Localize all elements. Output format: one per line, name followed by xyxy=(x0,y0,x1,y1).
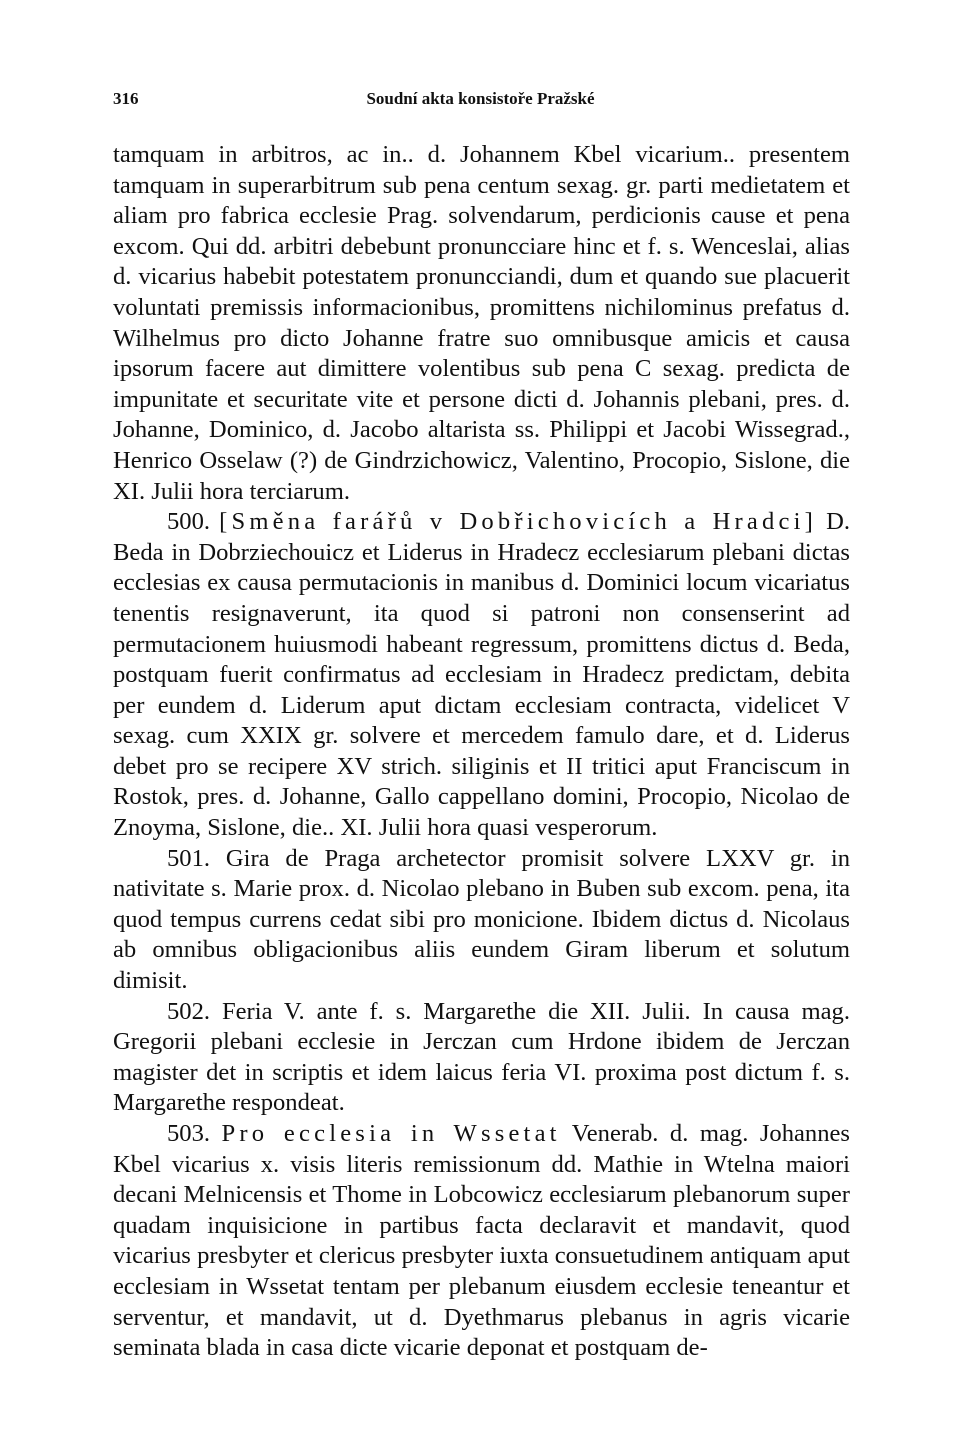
entry-heading: Pro ecclesia in Wssetat xyxy=(221,1120,561,1147)
document-body xyxy=(113,140,850,1364)
entry-500 xyxy=(113,507,850,844)
entry-heading: [Směna farářů v Dobřichovicích a Hradci] xyxy=(219,508,817,536)
page-number: 316 xyxy=(113,89,139,108)
page-header xyxy=(113,89,848,113)
entry-number: 501. xyxy=(167,844,211,872)
running-title: Soudní akta konsistoře Pražské xyxy=(366,89,595,108)
entry-number: 500. xyxy=(167,508,211,536)
entry-502 xyxy=(113,997,850,1119)
continuation-paragraph: tamquam in arbitros, ac in.. d. Johannem Kbel vicarium.. presentem tamquam in superarbitrum sub pena centum sexag. gr. parti medietatem et aliam pro fabrica ecclesie Prag. solvendarum, perdicionis cause et pena excom. Qui dd. arbitri debebunt pronuncciare hinc et f. s. Wenceslai, alias d. vicarius habebit potestatem pronuncciandi, dum et quando sue placuerit voluntati premissis informacionibus, promittens nichilominus prefatus d. Wilhelmus pro dicto Johanne fratre suo omnibusque amicis et causa ipsorum facere aut dimittere volentibus sub pena C sexag. predicta de impunitate et securitate vite et persone dicti d. Johannis plebani, pres. d. Johanne, Dominico, d. Jacobo altarista ss. Philippi et Jacobi Wissegrad., Henrico Osselaw (?) de Gindrzichowicz, Valentino, Procopio, Sislone, die XI. Julii hora terciarum. xyxy=(113,141,850,505)
entry-text: Venerab. d. mag. Johannes Kbel vicarius x. visis literis remissionum dd. Mathie in Wtelna maiori decani Melnicensis et Thome in Lobcowicz ecclesiarum plebanorum super quadam inquisicione in partibus facta declaravit et mandavit, quod vicarius presbyter et clericus presbyter iuxta consuetudinem antiquam aput ecclesiam in Wssetat tentam per plebanum eiusdem ecclesie teneantur et serventur, et mandavit, ut d. Dyethmarus plebanus in agris vicarie seminata blada in casa dicte vicarie deponat et postquam de- xyxy=(113,1120,850,1362)
entry-text: D. Beda in Dobrziechouicz et Liderus in Hradecz ecclesiarum plebani dictas ecclesias ex causa permutacionis in manibus d. Dominici locum vicariatus tenentis resignaverunt, ita quod si patroni non consenserint ad permutacionem huiusmodi habeant regressum, promittens dictus d. Beda, postquam fuerit confirmatus ad ecclesiam in Hradecz predictam, debita per eundem d. Liderum aput dictam ecclesiam contracta, videlicet V sexag. cum XXIX gr. solvere et mercedem famulo dare, et d. Liderus debet pro se recipere XV strich. siliginis et II tritici aput Franciscum in Rostok, pres. d. Johanne, Gallo cappellano domini, Procopio, Nicolao de Znoyma, Sislone, die.. XI. Julii hora quasi vesperorum. xyxy=(113,508,850,842)
entry-number: 503. xyxy=(167,1120,211,1147)
entry-text: Gira de Praga archetector promisit solvere LXXV gr. in nativitate s. Marie prox. d. Nicolao plebano in Buben sub excom. pena, ita quod tempus currens cedat sibi pro monicione. Ibidem dictus d. Nicolaus ab omnibus obligacionibus aliis eundem Giram liberum et solutum dimisit. xyxy=(113,844,850,995)
entry-501 xyxy=(113,844,850,997)
entry-number: 502. xyxy=(167,997,211,1025)
entry-text: Feria V. ante f. s. Margarethe die XII. Julii. In causa mag. Gregorii plebani ecclesie in Jerczan cum Hrdone ibidem de Jerczan magister det in scriptis et idem laicus feria VI. proxima post dictum f. s. Margarethe respondeat. xyxy=(113,997,850,1117)
entry-503 xyxy=(113,1119,850,1364)
